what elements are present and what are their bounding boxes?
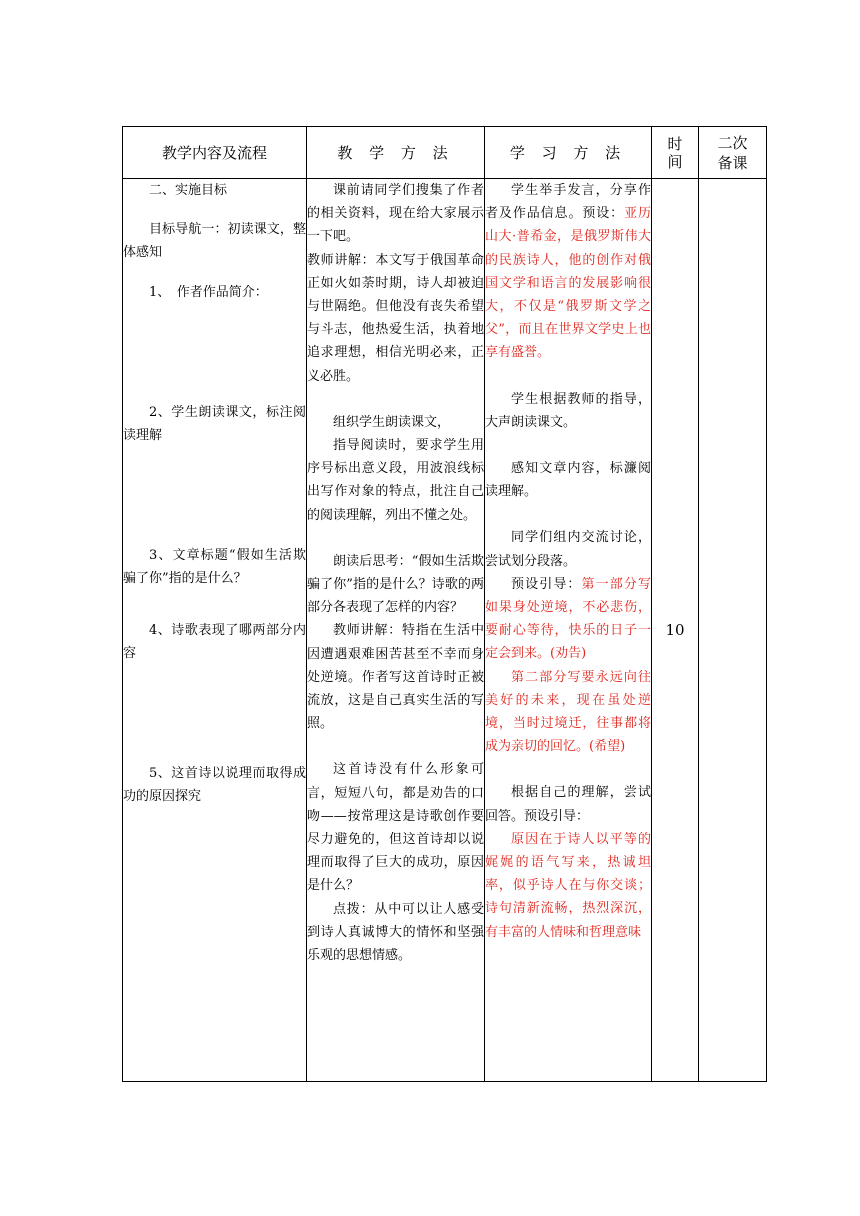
header-time: 时 间 — [652, 127, 699, 179]
learning-method-cell — [485, 179, 652, 1082]
time-value: 10 — [665, 621, 685, 639]
item-1: 1、 作者作品简介： — [149, 284, 268, 300]
header-content-flow: 教学内容及流程 — [123, 127, 307, 179]
learning-preset-red-3: 第二部分写要永远向往美好的未来，现在虽处逆境，当时过境迁，往事都将成为亲切的回忆。(希望) — [485, 669, 651, 755]
item-4: 4、诗歌表现了哪两部分内容 — [123, 622, 306, 661]
goal-title: 二、实施目标 — [149, 183, 228, 198]
teaching-text-3: 组织学生朗读课文， — [333, 414, 451, 430]
teaching-text-1: 课前请同学们搜集了作者的相关资料，现在给大家展示一下吧。 — [307, 183, 484, 245]
header-second-prep: 二次 备课 — [699, 127, 767, 179]
header-row — [123, 127, 767, 179]
goal-nav-1: 目标导航一：初读课文，整体感知 — [123, 222, 306, 261]
teaching-text-8: 点拨：从中可以让人感受到诗人真诚博大的情怀和坚强乐观的思想情感。 — [307, 901, 484, 964]
content-cell — [123, 179, 307, 1082]
learning-text-3: 感知文章内容，标濂阅读理解。 — [485, 461, 651, 500]
learning-text-2: 学生根据教师的指导，大声朗读课文。 — [485, 391, 651, 430]
teaching-method-cell — [307, 179, 485, 1082]
teaching-text-7: 这首诗没有什么形象可言，短短八句，都是劝告的口吻——按常理这是诗歌创作要尽力避免的，但这首诗却以说理而取得了巨大的成功，原因是什么？ — [307, 762, 484, 894]
teaching-text-5: 朗读后思考：“假如生活欺骗了你”指的是什么？诗歌的两部分各表现了怎样的内容？ — [307, 553, 484, 616]
header-learning-method: 学 习 方 法 — [485, 127, 652, 179]
teaching-text-6: 教师讲解：特指在生活中因遭遇艰难困苦甚至不幸而身处逆境。作者写这首诗时正被流放，这是自己真实生活的写照。 — [307, 623, 484, 732]
learning-text-7: 根据自己的理解，尝试回答。预设引导： — [485, 785, 651, 824]
learning-text-4: 同学们组内交流讨论，尝试划分段落。 — [485, 530, 651, 569]
learning-text-5: 预设引导：第一部分写如果身处逆境，不必悲伤，要耐心等待，快乐的日子一定会到来。(劝告) — [485, 576, 651, 662]
second-prep-cell — [699, 179, 767, 1082]
header-teaching-method: 教 学 方 法 — [307, 127, 485, 179]
time-cell — [652, 179, 699, 1082]
teaching-text-2: 教师讲解：本文写于俄国革命正如火如荼时期，诗人却被迫与世隔绝。但他没有丧失希望与斗志，他热爱生活，执着地追求理想，相信光明必来，正义必胜。 — [307, 252, 484, 384]
lesson-plan-table — [122, 126, 767, 1082]
item-3: 3、文章标题“假如生活欺骗了你”指的是什么？ — [123, 548, 306, 587]
learning-preset-red-4: 原因在于诗人以平等的娓娓的语气写来，热诚坦率，似乎诗人在与你交谈；诗句清新流畅，热烈深沉，有丰富的人情味和哲理意味 — [485, 831, 651, 940]
teaching-text-4: 指导阅读时，要求学生用序号标出意义段，用波浪线标出写作对象的特点，批注自己的阅读理解，列出不懂之处。 — [307, 438, 484, 523]
learning-text-1: 学生举手发言，分享作者及作品信息。预设：亚历山大·普希金，是俄罗斯伟大的民族诗人，他的创作对俄国文学和语言的发展影响很大，不仅是“俄罗斯文学之父”，而且在世界文学史上也享有盛誉。 — [485, 183, 651, 361]
learning-preset-red-1: 亚历山大·普希金，是俄罗斯伟大的民族诗人，他的创作对俄国文学和语言的发展影响很大，不仅是“俄罗斯文学之父”，而且在世界文学史上也享有盛誉。 — [485, 206, 651, 361]
learning-preset-red-2: 第一部分写如果身处逆境，不必悲伤，要耐心等待，快乐的日子一定会到来。(劝告) — [485, 576, 651, 662]
body-row — [123, 179, 767, 1082]
item-5: 5、这首诗以说理而取得成功的原因探究 — [123, 766, 306, 805]
item-2: 2、学生朗读课文，标注阅读理解 — [123, 404, 306, 444]
